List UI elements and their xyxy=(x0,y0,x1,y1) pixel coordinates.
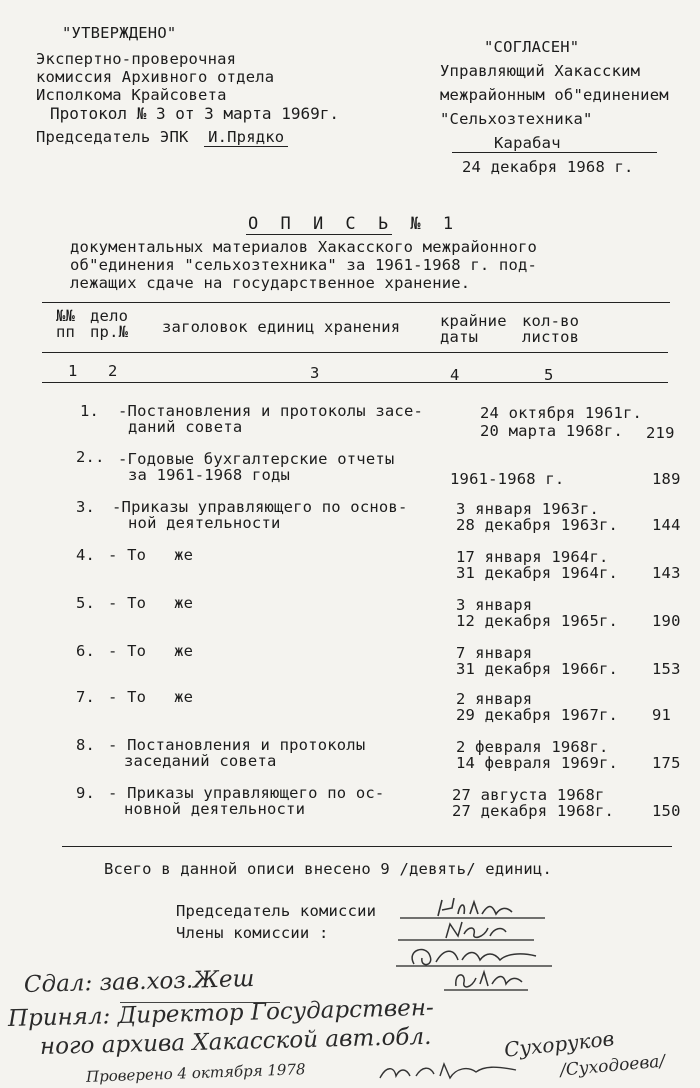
table-bottom-rule xyxy=(62,846,672,847)
header-bottom-rule xyxy=(42,352,668,353)
agreed-line-3: "Сельхозтехника" xyxy=(440,110,593,128)
surname-signature: Сухоруков xyxy=(503,1026,616,1062)
agreed-date: 24 декабря 1968 г. xyxy=(462,158,634,176)
commission-chairman-label: Председатель комиссии xyxy=(176,902,377,920)
agreed-line-1: Управляющий Хакасским xyxy=(440,62,641,80)
row-1-dates-1: 24 октября 1961г. xyxy=(480,404,643,422)
approved-line-1: Экспертно-проверочная xyxy=(36,50,237,68)
header-num-1: №№ xyxy=(56,307,76,325)
col-number-2: 2 xyxy=(108,362,118,380)
row-6-ditto: же xyxy=(174,642,194,660)
approved-line-3: Исполкома Крайсовета xyxy=(36,86,227,104)
header-case-1: дело xyxy=(90,307,129,325)
table-top-rule xyxy=(42,302,670,303)
row-5-dash: - То xyxy=(108,594,147,612)
received-note-1: Принял: Директор Государствен- xyxy=(7,994,435,1032)
header-sheets-1: кол-во xyxy=(522,312,580,330)
row-5-title-1 xyxy=(108,594,193,612)
col-number-1: 1 xyxy=(68,362,78,380)
checked-signature xyxy=(376,1060,526,1084)
header-case-2: пр.№ xyxy=(90,323,129,341)
row-9-sheets: 150 xyxy=(652,802,681,820)
row-4-ditto: же xyxy=(174,546,194,564)
approved-line-2: комиссия Архивного отдела xyxy=(36,68,275,86)
col-number-4: 4 xyxy=(450,366,460,384)
row-3-dates-2: 28 декабря 1963г. xyxy=(456,516,619,534)
approved-chairman-row xyxy=(36,128,288,147)
surname-bracket: /Суходоева/ xyxy=(559,1051,666,1081)
approved-chairman-name: И.Прядко xyxy=(204,128,288,147)
row-4-dates-1: 17 января 1964г. xyxy=(456,548,609,566)
approved-heading: "УТВЕРЖДЕНО" xyxy=(62,24,177,42)
row-9-title-2: новной деятельности xyxy=(124,800,306,818)
row-4-dates-2: 31 декабря 1964г. xyxy=(456,564,619,582)
row-5-num: 5. xyxy=(76,594,96,612)
title-underline xyxy=(246,234,392,235)
row-1-title-2: даний совета xyxy=(128,418,243,436)
row-5-dates-1: 3 января xyxy=(456,596,533,614)
row-8-title-2: заседаний совета xyxy=(124,752,277,770)
row-6-title-1 xyxy=(108,642,193,660)
row-3-title-1: -Приказы управляющего по основ- xyxy=(112,498,408,516)
inventory-desc-3: лежащих сдаче на государственное хранение. xyxy=(70,274,471,292)
row-1-title-1: -Постановления и протоколы засе- xyxy=(118,402,424,420)
agreed-heading: "СОГЛАСЕН" xyxy=(484,38,580,56)
inventory-desc-1: документальных материалов Хакасского межрайонного xyxy=(70,238,538,256)
row-2-num: 2.. xyxy=(76,448,105,466)
row-4-title-1 xyxy=(108,546,193,564)
row-7-sheets: 91 xyxy=(652,706,672,724)
checked-note: Проверено 4 октября 1978 xyxy=(85,1060,306,1086)
inventory-title: О П И С Ь № 1 xyxy=(248,214,460,234)
total-line: Всего в данной описи внесено 9 /девять/ единиц. xyxy=(104,860,552,878)
header-num-2: пп xyxy=(56,323,76,341)
col-number-5: 5 xyxy=(544,366,554,384)
row-1-dates-2: 20 марта 1968г. xyxy=(480,422,623,440)
header-title: заголовок единиц хранения xyxy=(162,318,401,336)
row-9-num: 9. xyxy=(76,784,96,802)
row-9-dates-1: 27 августа 1968г xyxy=(452,786,605,804)
row-6-num: 6. xyxy=(76,642,96,660)
row-2-dates-2: 1961-1968 г. xyxy=(450,470,565,488)
received-note-2: ного архива Хакасской авт.обл. xyxy=(39,1023,432,1060)
row-2-title-2: за 1961-1968 годы xyxy=(128,466,291,484)
col-numbers-rule xyxy=(42,382,668,383)
row-4-dash: - То xyxy=(108,546,147,564)
row-8-dates-2: 14 февраля 1969г. xyxy=(456,754,619,772)
commission-members-label: Члены комиссии : xyxy=(176,924,329,942)
row-3-dates-1: 3 января 1963г. xyxy=(456,500,599,518)
row-6-sheets: 153 xyxy=(652,660,681,678)
row-4-num: 4. xyxy=(76,546,96,564)
row-8-dates-1: 2 февраля 1968г. xyxy=(456,738,609,756)
row-8-sheets: 175 xyxy=(652,754,681,772)
row-8-num: 8. xyxy=(76,736,96,754)
row-5-sheets: 190 xyxy=(652,612,681,630)
header-sheets-2: листов xyxy=(522,328,580,346)
row-7-title-1 xyxy=(108,688,193,706)
member-signature-3 xyxy=(444,966,554,996)
row-5-ditto: же xyxy=(174,594,194,612)
row-1-sheets: 219 xyxy=(646,424,675,442)
row-3-sheets: 144 xyxy=(652,516,681,534)
agreed-signer xyxy=(452,134,657,153)
row-7-dates-2: 29 декабря 1967г. xyxy=(456,706,619,724)
row-6-dash: - То xyxy=(108,642,147,660)
header-dates-1: крайние xyxy=(440,312,507,330)
row-7-ditto: же xyxy=(174,688,194,706)
row-9-title-1: - Приказы управляющего по ос- xyxy=(108,784,385,802)
agreed-line-2: межрайонным об"единением xyxy=(440,86,669,104)
approved-protocol: Протокол № 3 от 3 марта 1969г. xyxy=(50,104,339,123)
handed-over-note: Сдал: зав.хоз.Жеш xyxy=(23,965,255,998)
row-1-num: 1. xyxy=(80,402,100,420)
row-3-num: 3. xyxy=(76,498,96,516)
row-4-sheets: 143 xyxy=(652,564,681,582)
header-dates-2: даты xyxy=(440,328,479,346)
row-7-dates-1: 2 января xyxy=(456,690,533,708)
inventory-desc-2: об"единения "сельхозтехника" за 1961-1968 г. под- xyxy=(70,256,538,274)
row-7-num: 7. xyxy=(76,688,96,706)
row-2-title-1: -Годовые бухгалтерские отчеты xyxy=(118,450,395,468)
row-2-sheets: 189 xyxy=(652,470,681,488)
approved-chairman-label: Председатель ЭПК xyxy=(36,128,189,146)
col-number-3: 3 xyxy=(310,364,320,382)
row-8-title-1: - Постановления и протоколы xyxy=(108,736,366,754)
agreed-signer-name: Карабач xyxy=(452,134,657,153)
row-9-dates-2: 27 декабря 1968г. xyxy=(452,802,615,820)
row-3-title-2: ной деятельности xyxy=(128,514,281,532)
row-7-dash: - То xyxy=(108,688,147,706)
row-6-dates-2: 31 декабря 1966г. xyxy=(456,660,619,678)
row-6-dates-1: 7 января xyxy=(456,644,533,662)
row-5-dates-2: 12 декабря 1965г. xyxy=(456,612,619,630)
